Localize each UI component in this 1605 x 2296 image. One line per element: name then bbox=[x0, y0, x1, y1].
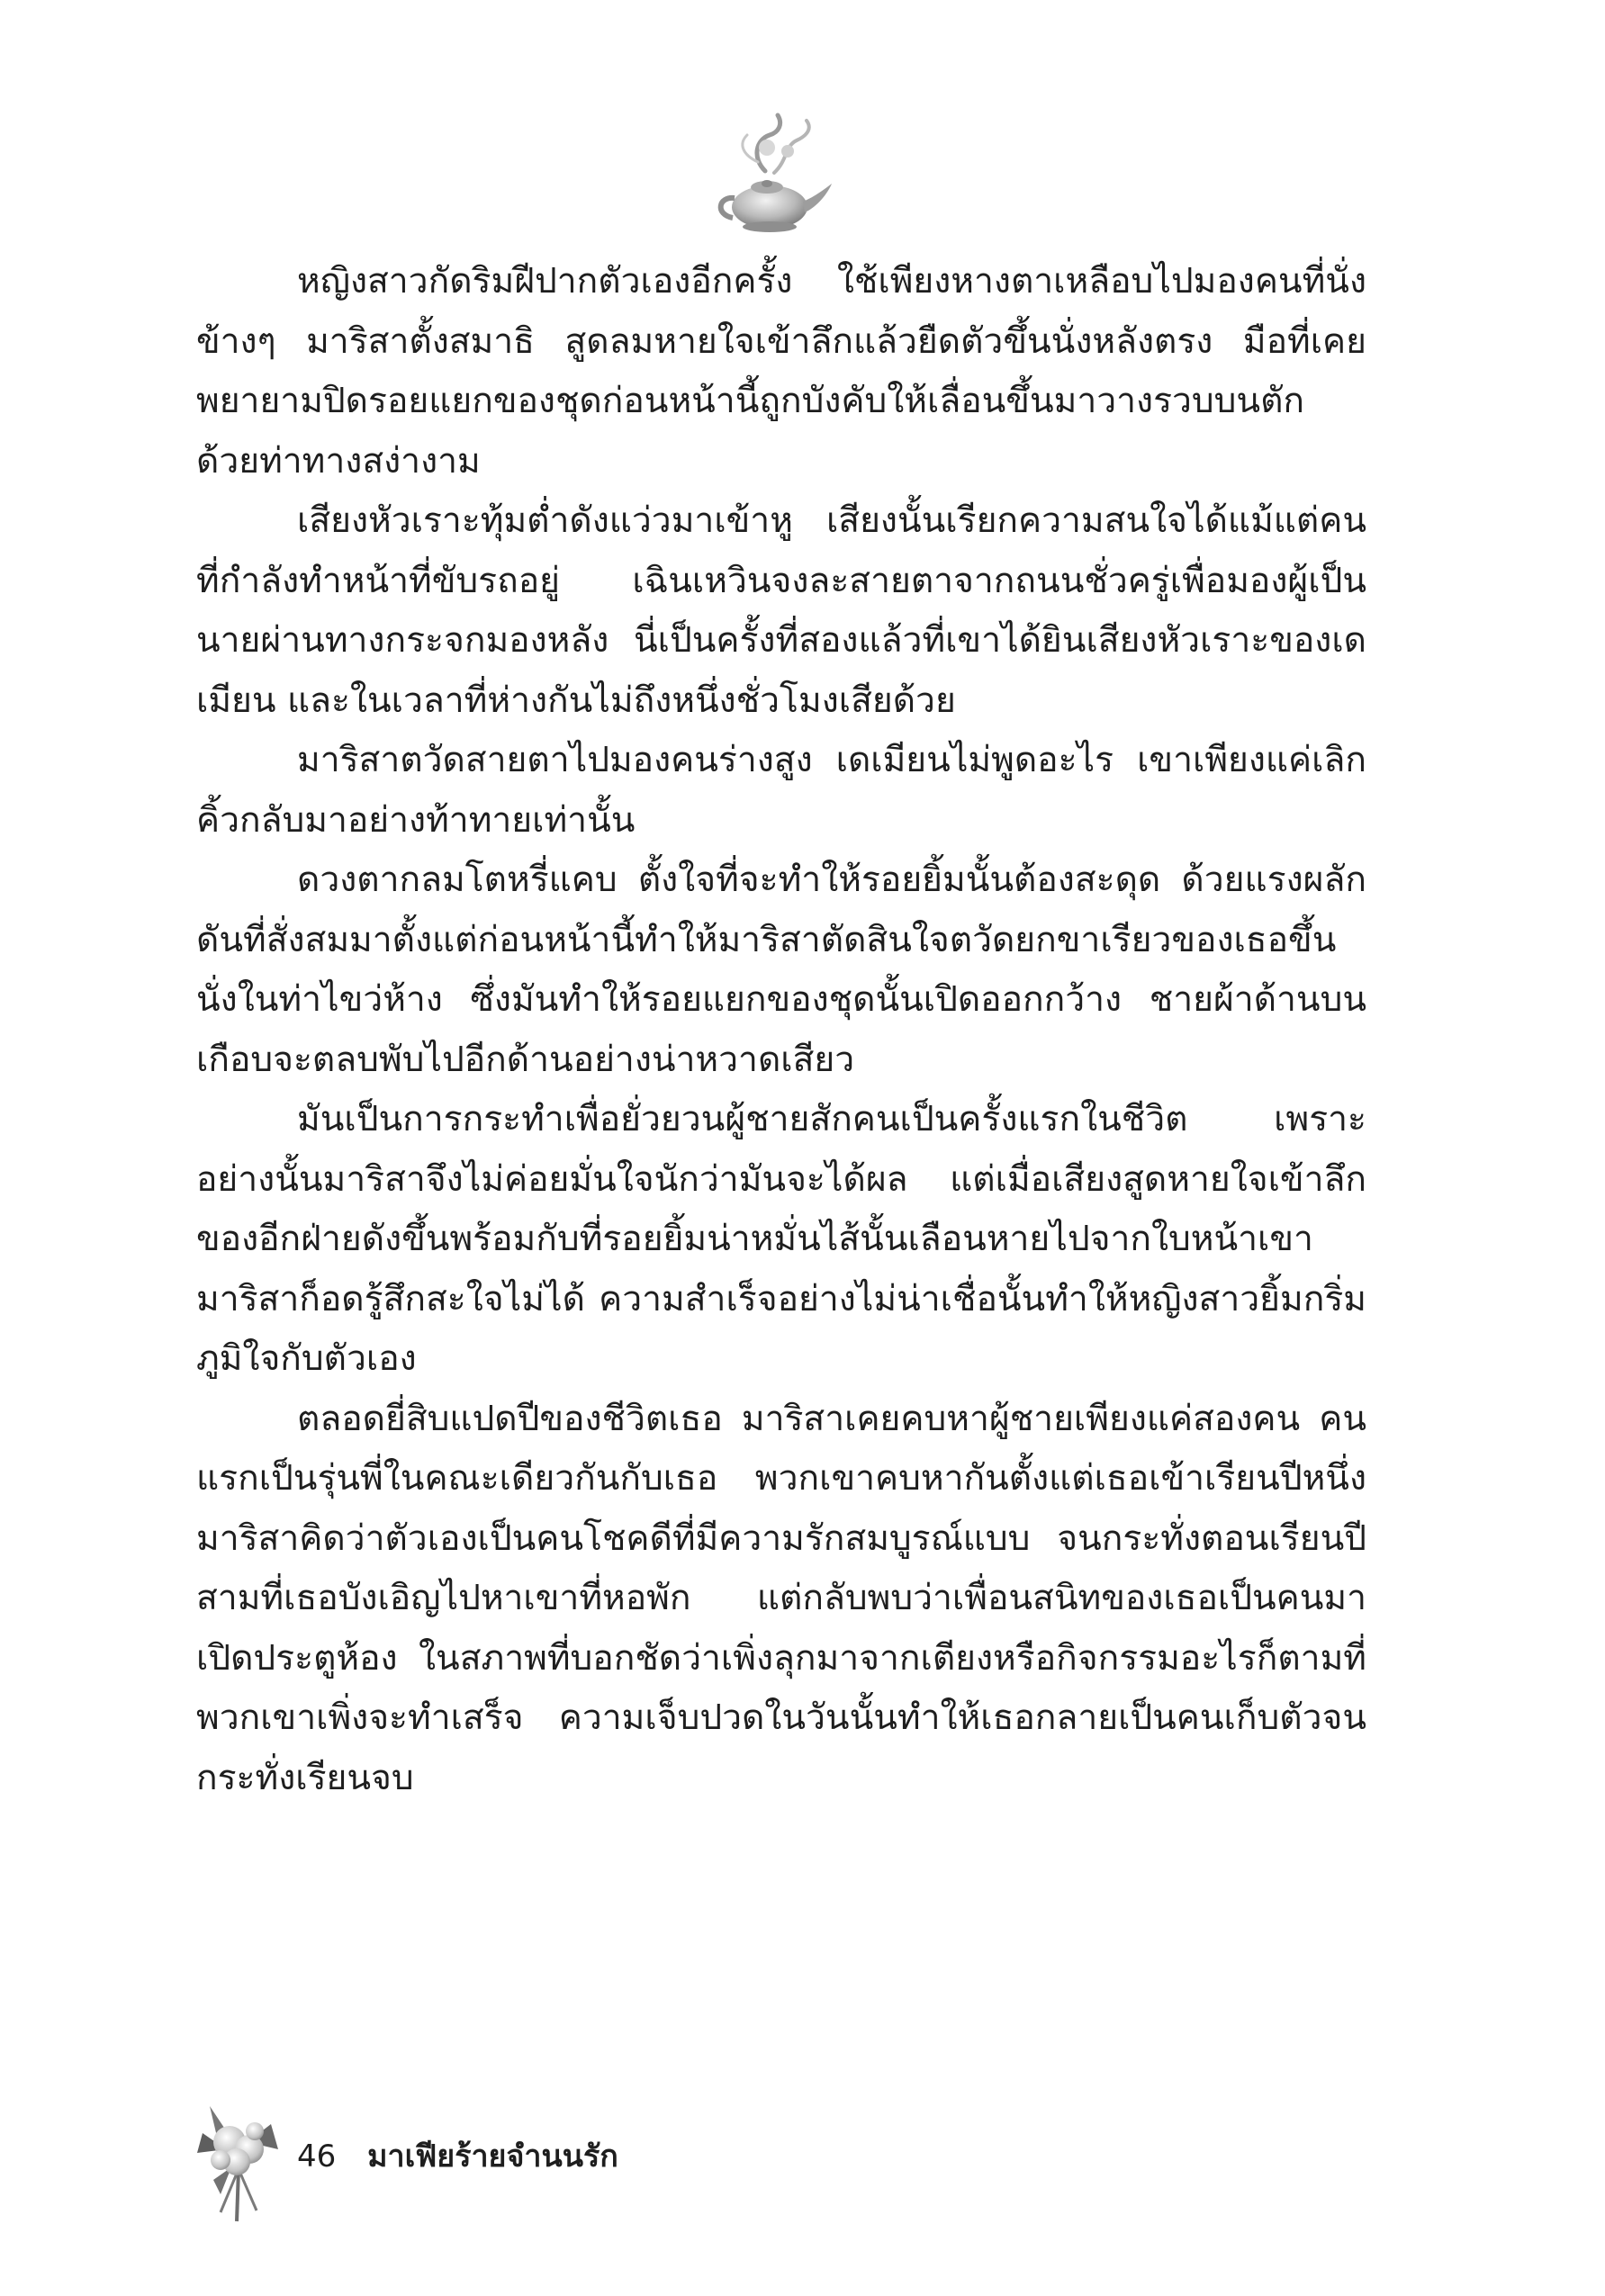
paragraph: มาริสาตวัดสายตาไปมองคนร่างสูง เดเมียนไม่พูดอะไร เขาเพียงแค่เลิกคิ้วกลับมาอย่างท้าทายเท่านั้น bbox=[196, 740, 1366, 841]
teapot-ornament-icon bbox=[702, 108, 837, 243]
paragraph: หญิงสาวกัดริมฝีปากตัวเองอีกครั้ง ใช้เพียงหางตาเหลือบไปมองคนที่นั่งข้างๆ มาริสาตั้งสมาธิ สูดลมหายใจเข้าลึกแล้วยืดตัวขึ้นนั่งหลังตรง มือที่เคยพยายามปิดรอยแยกของชุดก่อนหน้านี้ถูกบังคับให้เลื่อนขึ้นมาวางรวบบนตักด้วยท่าทางสง่างาม bbox=[196, 261, 1366, 482]
flower-bouquet-icon bbox=[185, 2097, 293, 2223]
paragraph: ดวงตากลมโตหรี่แคบ ตั้งใจที่จะทำให้รอยยิ้มนั้นต้องสะดุด ด้วยแรงผลักดันที่สั่งสมมาตั้งแต่ก่อนหน้านี้ทำให้มาริสาตัดสินใจตวัดยกขาเรียวของเธอขึ้นนั่งในท่าไขว่ห้าง ซึ่งมันทำให้รอยแยกของชุดนั้นเปิดออกกว้าง ชายผ้าด้านบนเกือบจะตลบพับไปอีกด้านอย่างน่าหวาดเสียว bbox=[196, 860, 1366, 1080]
paragraph: มันเป็นการกระทำเพื่อยั่วยวนผู้ชายสักคนเป็นครั้งแรกในชีวิต เพราะอย่างนั้นมาริสาจึงไม่ค่อยมั่นใจนักว่ามันจะได้ผล แต่เมื่อเสียงสูดหายใจเข้าลึกของอีกฝ่ายดังขึ้นพร้อมกับที่รอยยิ้มน่าหมั่นไส้นั้นเลือนหายไปจากใบหน้าเขา มาริสาก็อดรู้สึกสะใจไม่ได้ ความสำเร็จอย่างไม่น่าเชื่อนั้นทำให้หญิงสาวยิ้มกริ่มภูมิใจกับตัวเอง bbox=[196, 1099, 1366, 1379]
book-title: มาเฟียร้ายจำนนรัก bbox=[367, 2138, 618, 2174]
page-footer bbox=[185, 2097, 725, 2223]
paragraph: ตลอดยี่สิบแปดปีของชีวิตเธอ มาริสาเคยคบหาผู้ชายเพียงแค่สองคน คนแรกเป็นรุ่นพี่ในคณะเดียวกันกับเธอ พวกเขาคบหากันตั้งแต่เธอเข้าเรียนปีหนึ่ง มาริสาคิดว่าตัวเองเป็นคนโชคดีที่มีความรักสมบูรณ์แบบ จนกระทั่งตอนเรียนปีสามที่เธอบังเอิญไปหาเขาที่หอพัก แต่กลับพบว่าเพื่อนสนิทของเธอเป็นคนมาเปิดประตูห้อง ในสภาพที่บอกชัดว่าเพิ่งลุกมาจากเตียงหรือกิจกรรมอะไรก็ตามที่พวกเขาเพิ่งจะทำเสร็จ ความเจ็บปวดในวันนั้นทำให้เธอกลายเป็นคนเก็บตัวจนกระทั่งเรียนจบ bbox=[196, 1398, 1366, 1798]
footer-text bbox=[297, 2131, 618, 2180]
page-number: 46 bbox=[297, 2138, 337, 2174]
paragraph: เสียงหัวเราะทุ้มต่ำดังแว่วมาเข้าหู เสียงนั้นเรียกความสนใจได้แม้แต่คนที่กำลังทำหน้าที่ขับรถอยู่ เฉินเหวินจงละสายตาจากถนนชั่วครู่เพื่อมองผู้เป็นนายผ่านทางกระจกมองหลัง นี่เป็นครั้งที่สองแล้วที่เขาได้ยินเสียงหัวเราะของเดเมียน และในเวลาที่ห่างกันไม่ถึงหนึ่งชั่วโมงเสียด้วย bbox=[196, 500, 1366, 721]
story-body bbox=[196, 252, 1366, 1808]
